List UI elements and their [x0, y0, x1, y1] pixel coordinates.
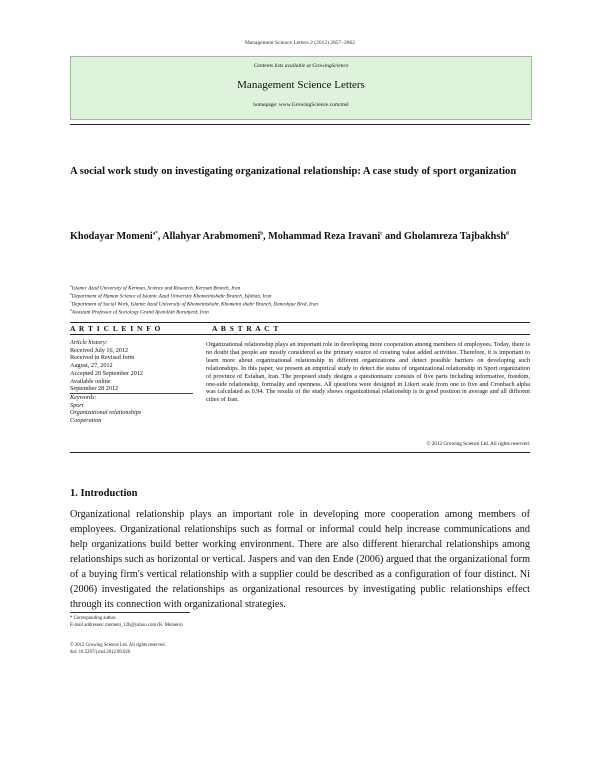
journal-title: Management Science Letters [237, 79, 365, 91]
header-divider [70, 124, 530, 125]
article-info-heading: A R T I C L E I N F O [70, 324, 162, 333]
history-line: Available online [70, 377, 111, 385]
history-line: Received in Revised form [70, 354, 135, 362]
history-line: September 28 2012 [70, 385, 119, 393]
affiliation-mark: b [70, 292, 72, 296]
section-heading: 1. Introduction [70, 488, 138, 499]
journal-banner [70, 56, 532, 120]
history-label: Article history: [70, 339, 108, 346]
contents-line: Contents lists available at GrowingScience [253, 63, 349, 69]
corresponding-author-note: * Corresponding author. [70, 616, 117, 621]
affiliation [70, 300, 318, 308]
body-paragraph: Organizational relationship plays an important role in developing more cooperation among members of employees. Organizational relationships such as formal or informal could help increase communications and help organizations build better working environment. There are also different hierarchal relationships among relationships such as horizontal or vertical. Jaspers and van den Ende (2006) argued that the organizational form of a buying firm's vertical relationship with a supplier could be described as a configuration of four distinct. Ni (2006) investigated the relationships as organizational resources by investigating public relationships effect through its connection with organizational strategies. [70, 509, 530, 610]
affiliation [70, 308, 209, 316]
keyword: Sport [70, 401, 84, 409]
abstract-end-divider [70, 452, 530, 453]
author-affiliation-mark: d [505, 231, 509, 237]
email-note: E-mail addresses: momeni_12h@yahoo.com (K. Momeni) [70, 623, 183, 628]
bottom-copyright: © 2012 Growing Science Ltd. All rights reserved. [70, 643, 166, 648]
affiliation-text: Assistant Professor of Sociology Grand Ayatollah Borunjerd, Iran [71, 309, 209, 316]
abstract-copyright: © 2012 Growing Science Ltd. All rights reserved. [426, 441, 530, 447]
affiliation-text: Department of Human Science of Islamic Azad University Khomeinishahr Branch, Isfahan, Iran [71, 293, 272, 300]
keyword: Cooperation [70, 417, 102, 425]
running-head: Management Science Letters 2 (2012) 2857–2862 [244, 40, 356, 46]
history-line: Accepted 20 September 2012 [70, 369, 144, 377]
abstract-heading: A B S T R A C T [212, 324, 280, 333]
history-line: Received July 16, 2012 [70, 346, 129, 354]
author-separator: , [157, 231, 163, 242]
author-separator: and [382, 231, 404, 242]
affiliation-mark: c [70, 300, 72, 304]
article-title: A social work study on investigating organizational relationship: A case study of sport organization [70, 166, 517, 177]
article-info [70, 339, 193, 425]
author-name: Khodayar Momeni [70, 231, 153, 242]
author-list [70, 231, 540, 242]
affiliation-mark: d [70, 308, 72, 312]
author-affiliation-mark: b [260, 231, 264, 237]
affiliation [70, 292, 272, 300]
affiliation-mark: a [70, 284, 72, 288]
author-affiliation-mark: c [380, 231, 383, 237]
affiliation-text: Department of Social Work, Islamic Azad University of Khomeinishahr, Khomeini shahr Branch, Daneshjue Blvd, Iran [71, 301, 318, 308]
author-name: Allahyar Arabmomeni [162, 231, 261, 242]
affiliation-text: Islamic Azad University of Kerman, Science and Research, Kerman Branch, Iran [71, 285, 241, 292]
author-affiliation-mark: a* [152, 231, 158, 237]
abstract-text: Organizational relationship plays an important role in developing more cooperation among members of employees. Today, there is no doubt that people are mostly considered as the primary source of creating value added activities. Therefore, it is important to learn more about organizational relationship in different organizations and detect possible barriers on developing such relationships. In this paper, we present an empirical study to detect the status of organizational relationship in Sport organization of province of Esfahan, Iran. The proposed study designs a questionnaire consists of five parts including informative, freedom, one-side relationship, formality and openness. All questions were designed in Likert scale from one to five and Cronbach alpha was calculated as 0.94. The results of the study shows organizational relationship is in good position in average and all different cities of Iran. [206, 341, 530, 404]
doi[interactable]: doi: 10.5267/j.msl.2012.09.026 [70, 650, 131, 655]
journal-homepage[interactable]: homepage: www.GrowingScience.com/msl [253, 102, 349, 108]
author-name: Gholamreza Tajbakhsh [403, 231, 506, 242]
author-separator: , [263, 231, 269, 242]
author-name: Mohammad Reza Iravani [268, 231, 381, 242]
keywords-label: Keywords: [70, 393, 97, 401]
history-line: August, 27, 2012 [70, 362, 113, 370]
footnote-divider [70, 612, 190, 613]
affiliation [70, 284, 240, 292]
section-divider [70, 334, 530, 335]
keyword: Organizational relationships [70, 409, 142, 417]
section-divider [70, 322, 530, 323]
